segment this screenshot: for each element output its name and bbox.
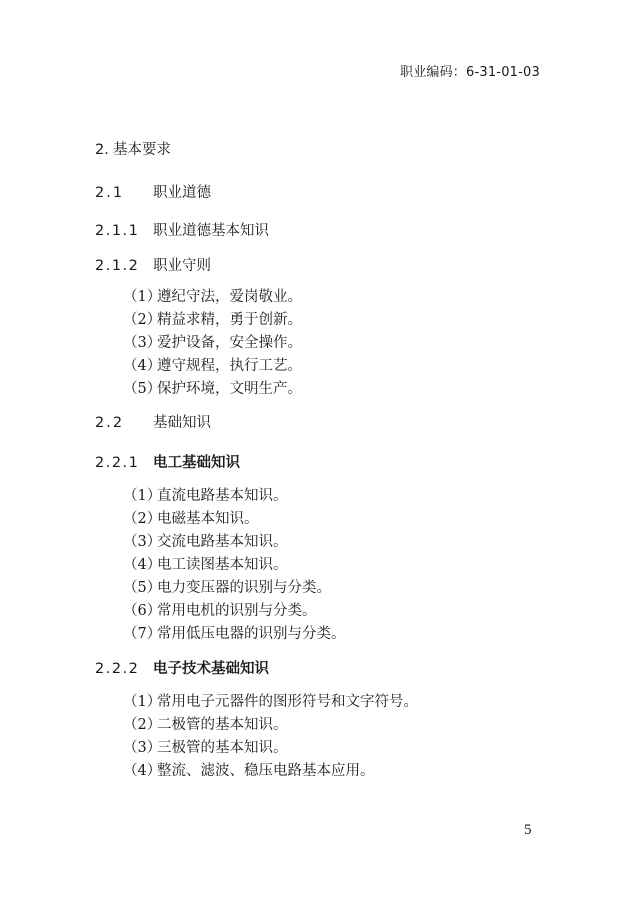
section-2-1-2-heading [95, 254, 211, 275]
section-title: 电工基础知识 [153, 455, 240, 471]
section-title: 电子技术基础知识 [153, 661, 269, 677]
list-item: （2）精益求精，勇于创新。 [123, 312, 302, 328]
occupation-code: 职业编码：6-31-01-03 [400, 65, 540, 80]
section-number: 2.2.1 [95, 455, 140, 471]
section-title: 职业道德基本知识 [153, 223, 269, 239]
section-2-1-heading [95, 181, 211, 202]
section-number: 2.2.2 [95, 661, 140, 677]
section-title: 基本要求 [113, 142, 171, 158]
list-item: （1）常用电子元器件的图形符号和文字符号。 [123, 694, 418, 710]
list-item: （4）遵守规程，执行工艺。 [123, 358, 302, 374]
list-item: （5）电力变压器的识别与分类。 [123, 580, 331, 596]
list-item: （3）三极管的基本知识。 [123, 740, 288, 756]
section-2-heading [95, 138, 171, 159]
list-item: （5）保护环境，文明生产。 [123, 381, 302, 397]
list-item: （1）直流电路基本知识。 [123, 488, 288, 504]
list-item: （1）遵纪守法，爱岗敬业。 [123, 289, 302, 305]
list-item: （6）常用电机的识别与分类。 [123, 603, 317, 619]
section-title: 基础知识 [153, 415, 211, 431]
list-item: （7）常用低压电器的识别与分类。 [123, 626, 346, 642]
page-number: 5 [524, 822, 532, 838]
section-number: 2.1.2 [95, 258, 140, 274]
section-title: 职业守则 [153, 258, 211, 274]
section-number: 2. [95, 142, 109, 158]
list-item: （3）爱护设备，安全操作。 [123, 335, 302, 351]
list-item: （3）交流电路基本知识。 [123, 534, 288, 550]
list-item: （4）整流、滤波、稳压电路基本应用。 [123, 763, 375, 779]
section-number: 2.2 [95, 415, 125, 431]
list-item: （4）电工读图基本知识。 [123, 557, 288, 573]
section-2-2-1-heading [95, 451, 240, 472]
section-2-2-heading [95, 411, 211, 432]
section-2-1-1-heading [95, 219, 269, 240]
section-number: 2.1 [95, 185, 125, 201]
list-item: （2）二极管的基本知识。 [123, 717, 288, 733]
section-number: 2.1.1 [95, 223, 140, 239]
section-title: 职业道德 [153, 185, 211, 201]
section-2-2-2-heading [95, 657, 269, 678]
list-item: （2）电磁基本知识。 [123, 511, 259, 527]
